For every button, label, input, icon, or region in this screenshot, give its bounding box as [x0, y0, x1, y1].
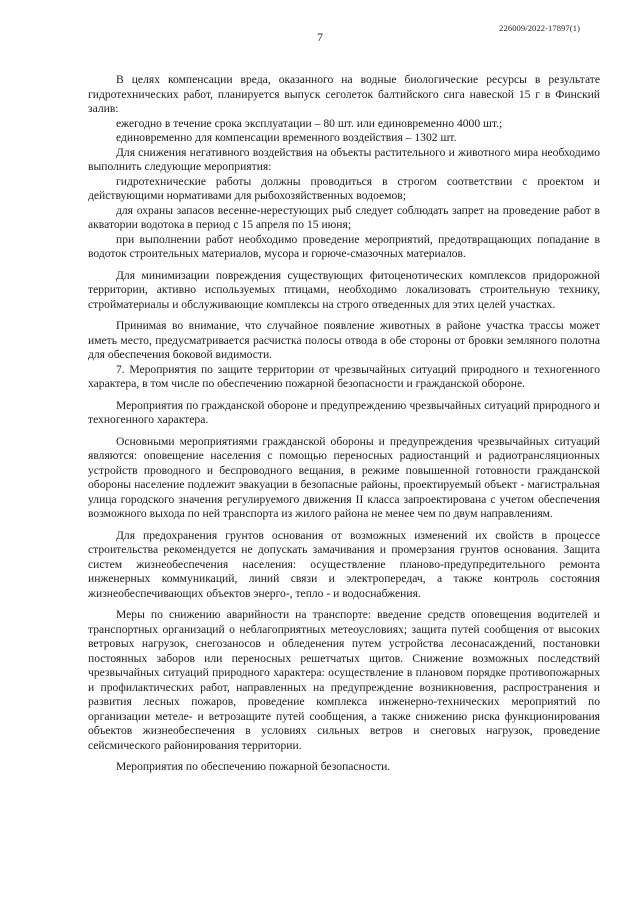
paragraph-civil-defense-measures: Основными мероприятиями гражданской обороны и предупреждения чрезвычайных ситуаций являются: оповещение населения с помощью переносных радиостанций и радиотрансляционных устройств проводного и беспроводного вещания, в режиме повышенной готовности гражданской обороны население подлежит эвакуации в безопасные районы, проектируемый объект - магистральная улица городского значения регулируемого движения II класса запроектирована с учетом обеспечения возможного выхода по ней транспорта из жилого района не менее чем по двум направлениям.	[88, 434, 600, 520]
paragraph-animals: Принимая во внимание, что случайное появление животных в районе участка трассы может иметь место, предусматривается расчистка полосы отвода в обе стороны от бровки земляного полотна для обеспечения боковой видимости.	[88, 319, 600, 361]
paragraph-spawning-ban: для охраны запасов весенне-нерестующих рыб следует соблюдать запрет на проведение работ в акватории водотока в период с 15 апреля по 15 июня;	[88, 203, 600, 231]
paragraph-section-7-heading: 7. Мероприятия по защите территории от чрезвычайных ситуаций природного и техногенного характера, в том числе по обеспечению пожарной безопасности и гражданской обороне.	[88, 362, 600, 390]
paragraph-pollution-prevention: при выполнении работ необходимо проведение мероприятий, предотвращающих попадание в водоток строительных материалов, мусора и горюче-смазочных материалов.	[88, 232, 600, 260]
paragraph-compensation-onetime: единовременно для компенсации временного воздействия – 1302 шт.	[116, 131, 457, 144]
paragraph-flora-fauna-intro: Для снижения негативного воздействия на объекты растительного и животного мира необходимо выполнить следующие мероприятия:	[88, 145, 600, 173]
paragraph-soil-protection: Для предохранения грунтов основания от возможных изменений их свойств в процессе строительства рекомендуется не допускать замачивания и промерзания грунтов основания. Защита систем жизнеобеспечения населения: осуществление планово-предупредительного ремонта инженерных коммуникаций, линий связи и электропередач, а также контроль состояния жизнеобеспечивающих объектов энерго-, тепло - и водоснабжения.	[88, 528, 600, 600]
document-body	[88, 73, 600, 775]
paragraph-compensation-annual: ежегодно в течение срока эксплуатации – 80 шт. или единовременно 4000 шт.;	[116, 116, 503, 130]
paragraph-fire-safety-heading: Мероприятия по обеспечению пожарной безопасности.	[116, 760, 391, 773]
paragraph-hydro-works: гидротехнические работы должны проводиться в строгом соответствии с проектом и действующими нормативами для рыбохозяйственных водоемов;	[88, 174, 600, 202]
paragraph-civil-defense-heading: Мероприятия по гражданской обороне и предупреждению чрезвычайных ситуаций природного и техногенного характера.	[88, 398, 600, 426]
paragraph-phytocenotic: Для минимизации повреждения существующих фитоценотических комплексов придорожной территории, активно используемых птицами, необходимо локализовать строительную технику, стройматериалы и обслуживающие комплексы на строго отведенных для этих целей участках.	[88, 268, 600, 311]
document-number: 226009/2022-17897(1)	[499, 23, 580, 33]
paragraph-transport-safety: Меры по снижению аварийности на транспорте: введение средств оповещения водителей и транспортных организаций о неблагоприятных метеоусловиях; защита путей сообщения от высоких ветровых нагрузок, снегозаносов и обледенения путем устройства лесонасаждений, постановки постоянных заборов или переносных решетчатых щитов. Снижение возможных последствий чрезвычайных ситуаций природного характера: осуществление в плановом порядке противопожарных и профилактических работ, направленных на предупреждение возникновения, распространения и развития лесных пожаров, проведение комплекса инженерно-технических мероприятий по организации метеле- и ветрозащите путей сообщения, а также снижению риска функционирования объектов жизнеобеспечения в условиях сильных ветров и снеговых нагрузок, проведение сейсмического районирования территории.	[88, 608, 600, 752]
paragraph-compensation-intro: В целях компенсации вреда, оказанного на водные биологические ресурсы в результате гидротехнических работ, планируется выпуск сеголеток балтийского сига навеской 15 г в Финский залив:	[88, 73, 600, 115]
page-number: 7	[317, 30, 323, 44]
